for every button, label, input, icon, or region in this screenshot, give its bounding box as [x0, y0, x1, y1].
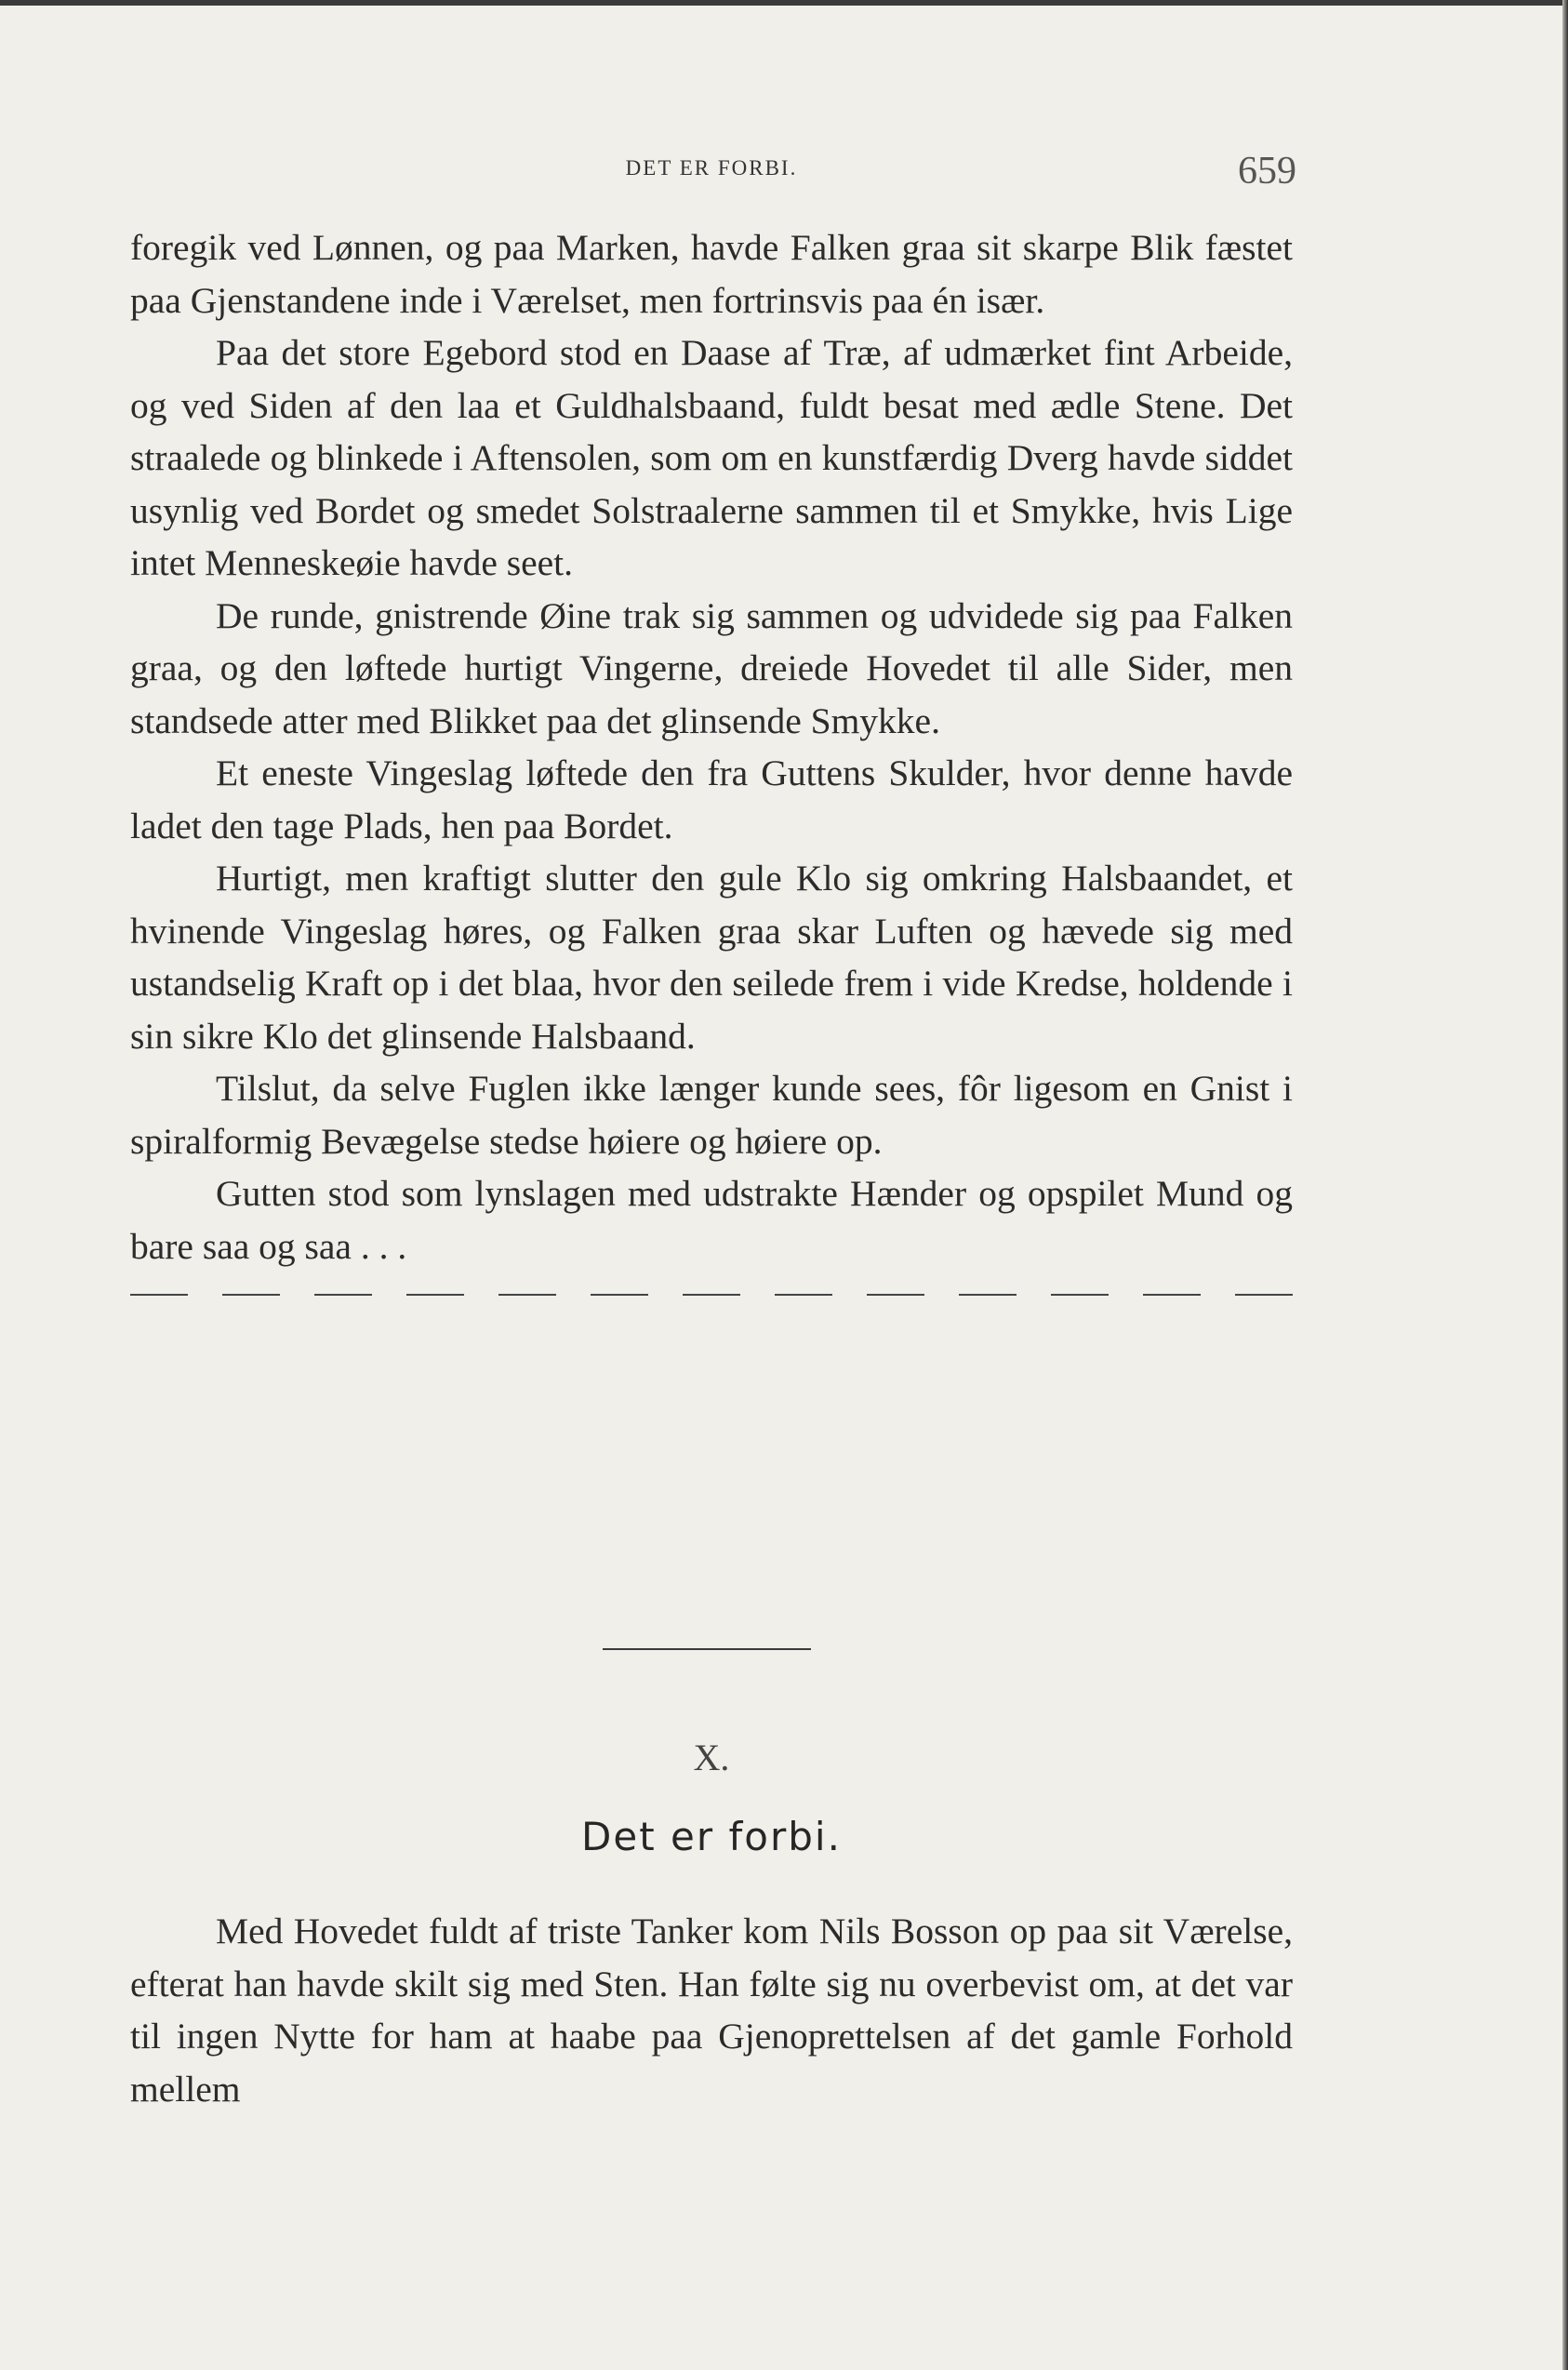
- paragraph: Paa det store Egebord stod en Daase af Træ, af udmærket fint Arbeide, og ved Siden af den laa et Guldhalsbaand, fuldt besat med ædle Stene. Det straalede og blinkede i Aftensolen, som om en kunstfærdig Dverg havde siddet usynlig ved Bordet og smedet Solstraalerne sammen til et Smykke, hvis Lige intet Menneskeøie havde seet.: [130, 332, 1293, 583]
- dash: [591, 1294, 648, 1296]
- dash: [1143, 1294, 1201, 1296]
- paragraph: De runde, gnistrende Øine trak sig sammen og udvidede sig paa Falken graa, og den løftede hurtigt Vingerne, dreiede Hovedet til alle Sider, men standsede atter med Blikket paa det glinsende Smykke.: [130, 594, 1293, 741]
- dash: [775, 1294, 832, 1296]
- chapter-number: X.: [693, 1737, 730, 1778]
- page-right-edge: [1562, 0, 1568, 2370]
- chapter-body-text: [130, 1905, 1293, 2115]
- dash: [867, 1294, 924, 1296]
- running-header: [130, 149, 1296, 205]
- dash: [222, 1294, 280, 1296]
- paragraph: Hurtigt, men kraftigt slutter den gule Klo sig omkring Halsbaandet, et hvinende Vingeslag høres, og Falken graa skar Luften og hævede sig med ustandselig Kraft op i det blaa, hvor den seilede frem i vide Kredse, holdende i sin sikre Klo det glinsende Halsbaand.: [130, 858, 1293, 1057]
- paragraph: Et eneste Vingeslag løftede den fra Guttens Skulder, hvor denne havde ladet den tage Plads, hen paa Bordet.: [130, 752, 1293, 846]
- dash: [959, 1294, 1017, 1296]
- dash: [1051, 1294, 1109, 1296]
- chapter-title: Det er forbi.: [581, 1814, 842, 1859]
- dash: [683, 1294, 740, 1296]
- paragraph: Tilslut, da selve Fuglen ikke længer kunde sees, fôr ligesom en Gnist i spiralformig Bevægelse stedse høiere og høiere op.: [130, 1068, 1293, 1162]
- dash: [314, 1294, 372, 1296]
- dash: [498, 1294, 556, 1296]
- paragraph: Gutten stod som lynslagen med udstrakte Hænder og opspilet Mund og bare saa og saa . . .: [130, 1173, 1293, 1267]
- dash: [130, 1294, 188, 1296]
- paragraph: foregik ved Lønnen, og paa Marken, havde Falken graa sit skarpe Blik fæstet paa Gjenstandene inde i Værelset, men fortrinsvis paa én især.: [130, 227, 1293, 321]
- body-text: [130, 221, 1293, 1304]
- page-number: 659: [1238, 150, 1296, 193]
- dash: [1235, 1294, 1293, 1296]
- paragraph: Med Hovedet fuldt af triste Tanker kom Nils Bosson op paa sit Værelse, efterat han havde skilt sig med Sten. Han følte sig nu overbevist om, at det var til ingen Nytte for ham at haabe paa Gjenoprettelsen af det gamle Forhold mellem: [130, 1911, 1293, 2110]
- page-top-edge: [0, 0, 1568, 6]
- chapter-divider-rule: [603, 1648, 811, 1650]
- dash: [406, 1294, 464, 1296]
- running-title: DET ER FORBI.: [625, 156, 798, 180]
- section-dash-row: [130, 1285, 1293, 1304]
